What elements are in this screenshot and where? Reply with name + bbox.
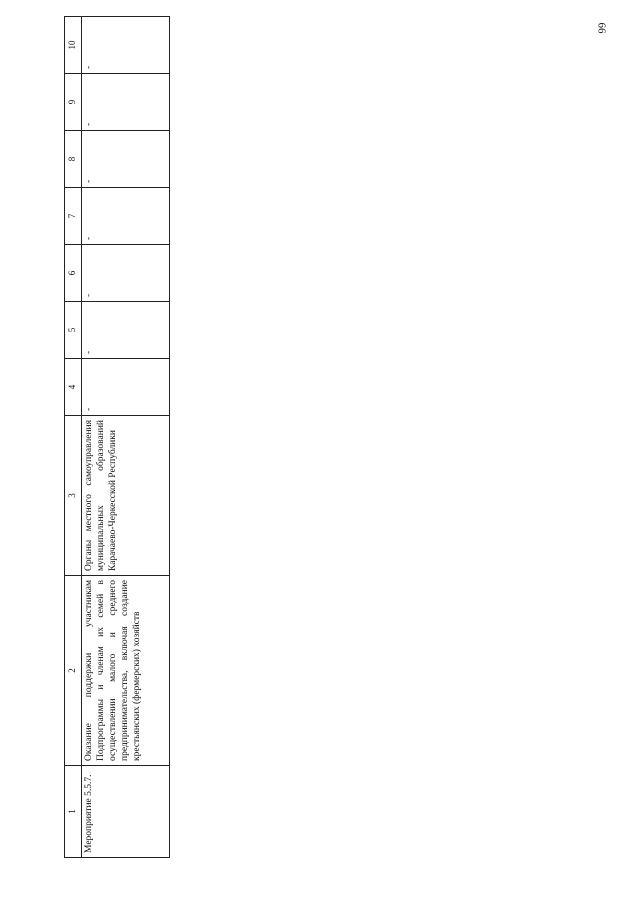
- measure-cell: Мероприятие 5.5.7.: [82, 766, 170, 858]
- header-cell: 6: [65, 245, 82, 302]
- table-row: [82, 17, 170, 858]
- header-row: [65, 17, 82, 858]
- value-cell: -: [82, 188, 170, 245]
- value-cell: -: [82, 359, 170, 416]
- header-cell: 2: [65, 576, 82, 766]
- header-cell: 7: [65, 188, 82, 245]
- executor-cell: Органы местного самоуправления муниципальных образований Карачаево-Черкесской Республики: [82, 416, 170, 576]
- header-cell: 5: [65, 302, 82, 359]
- value-cell: -: [82, 245, 170, 302]
- header-cell: 9: [65, 74, 82, 131]
- header-cell: 8: [65, 131, 82, 188]
- value-cell: -: [82, 17, 170, 74]
- header-cell: 3: [65, 416, 82, 576]
- header-cell: 4: [65, 359, 82, 416]
- page-number: 66: [595, 22, 608, 34]
- value-cell: -: [82, 74, 170, 131]
- value-cell: -: [82, 131, 170, 188]
- header-cell: 10: [65, 17, 82, 74]
- description-cell: Оказание поддержки участникам Подпрограммы и членам их семей в осуществлении малого и среднего предпринимательства, включая создание крестьянских (фермерских) хозяйств: [82, 576, 170, 766]
- program-table: [64, 16, 170, 858]
- header-cell: 1: [65, 766, 82, 858]
- value-cell: -: [82, 302, 170, 359]
- table-wrapper: [64, 18, 170, 858]
